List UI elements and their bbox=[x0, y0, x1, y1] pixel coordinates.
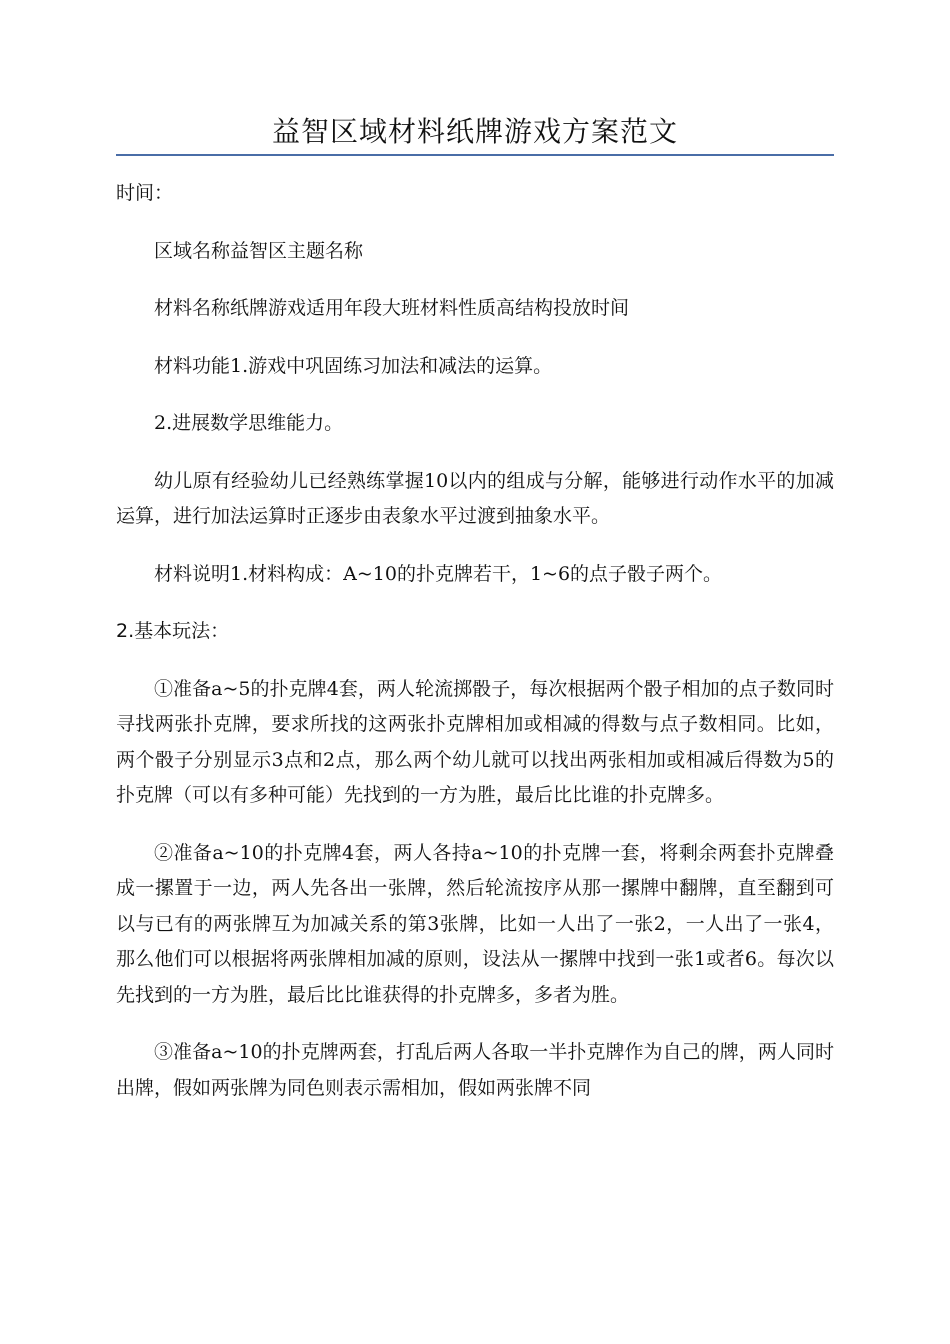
paragraph-rule-1: ①准备a~5的扑克牌4套，两人轮流掷骰子，每次根据两个骰子相加的点子数同时寻找两张扑克牌，要求所找的这两张扑克牌相加或相减的得数与点子数相同。比如，两个骰子分别显示3点和2点，那么两个幼儿就可以找出两张相加或相减后得数为5的扑克牌（可以有多种可能）先找到的一方为胜，最后比比谁的扑克牌多。 bbox=[116, 677, 834, 806]
paragraph-basic-rules-heading: 2.基本玩法： bbox=[116, 620, 230, 642]
paragraph-rule-3: ③准备a~10的扑克牌两套，打乱后两人各取一半扑克牌作为自己的牌，两人同时出牌，假如两张牌为同色则表示需相加，假如两张牌不同 bbox=[116, 1041, 834, 1099]
title-underline bbox=[116, 154, 834, 156]
paragraph-area-name: 区域名称益智区主题名称 bbox=[154, 239, 364, 262]
paragraph-prior-experience: 幼儿原有经验幼儿已经熟练掌握10以内的组成与分解，能够进行动作水平的加减运算，进行加法运算时正逐步由表象水平过渡到抽象水平。 bbox=[116, 469, 834, 527]
paragraph-material-name: 材料名称纸牌游戏适用年段大班材料性质高结构投放时间 bbox=[154, 297, 630, 319]
document-title: 益智区域材料纸牌游戏方案范文 bbox=[271, 115, 678, 148]
paragraph-rule-2: ②准备a~10的扑克牌4套，两人各持a~10的扑克牌一套，将剩余两套扑克牌叠成一摞置于一边，两人先各出一张牌，然后轮流按序从那一摞牌中翻牌，直至翻到可以与已有的两张牌互为加减关系的第3张牌，比如一人出了一张2，一人出了一张4，那么他们可以根据将两张牌相加减的原则，设法从一摞牌中找到一张1或者6。每次以先找到的一方为胜，最后比比谁获得的扑克牌多，多者为胜。 bbox=[116, 841, 834, 1006]
paragraph-time: 时间： bbox=[116, 182, 174, 204]
paragraph-material-function: 材料功能1.游戏中巩固练习加法和减法的运算。 bbox=[154, 354, 553, 377]
document-body bbox=[116, 176, 834, 1128]
paragraph-function-2: 2.进展数学思维能力。 bbox=[154, 412, 344, 434]
paragraph-material-description: 材料说明1.材料构成：A~10的扑克牌若干，1~6的点子骰子两个。 bbox=[154, 562, 723, 585]
